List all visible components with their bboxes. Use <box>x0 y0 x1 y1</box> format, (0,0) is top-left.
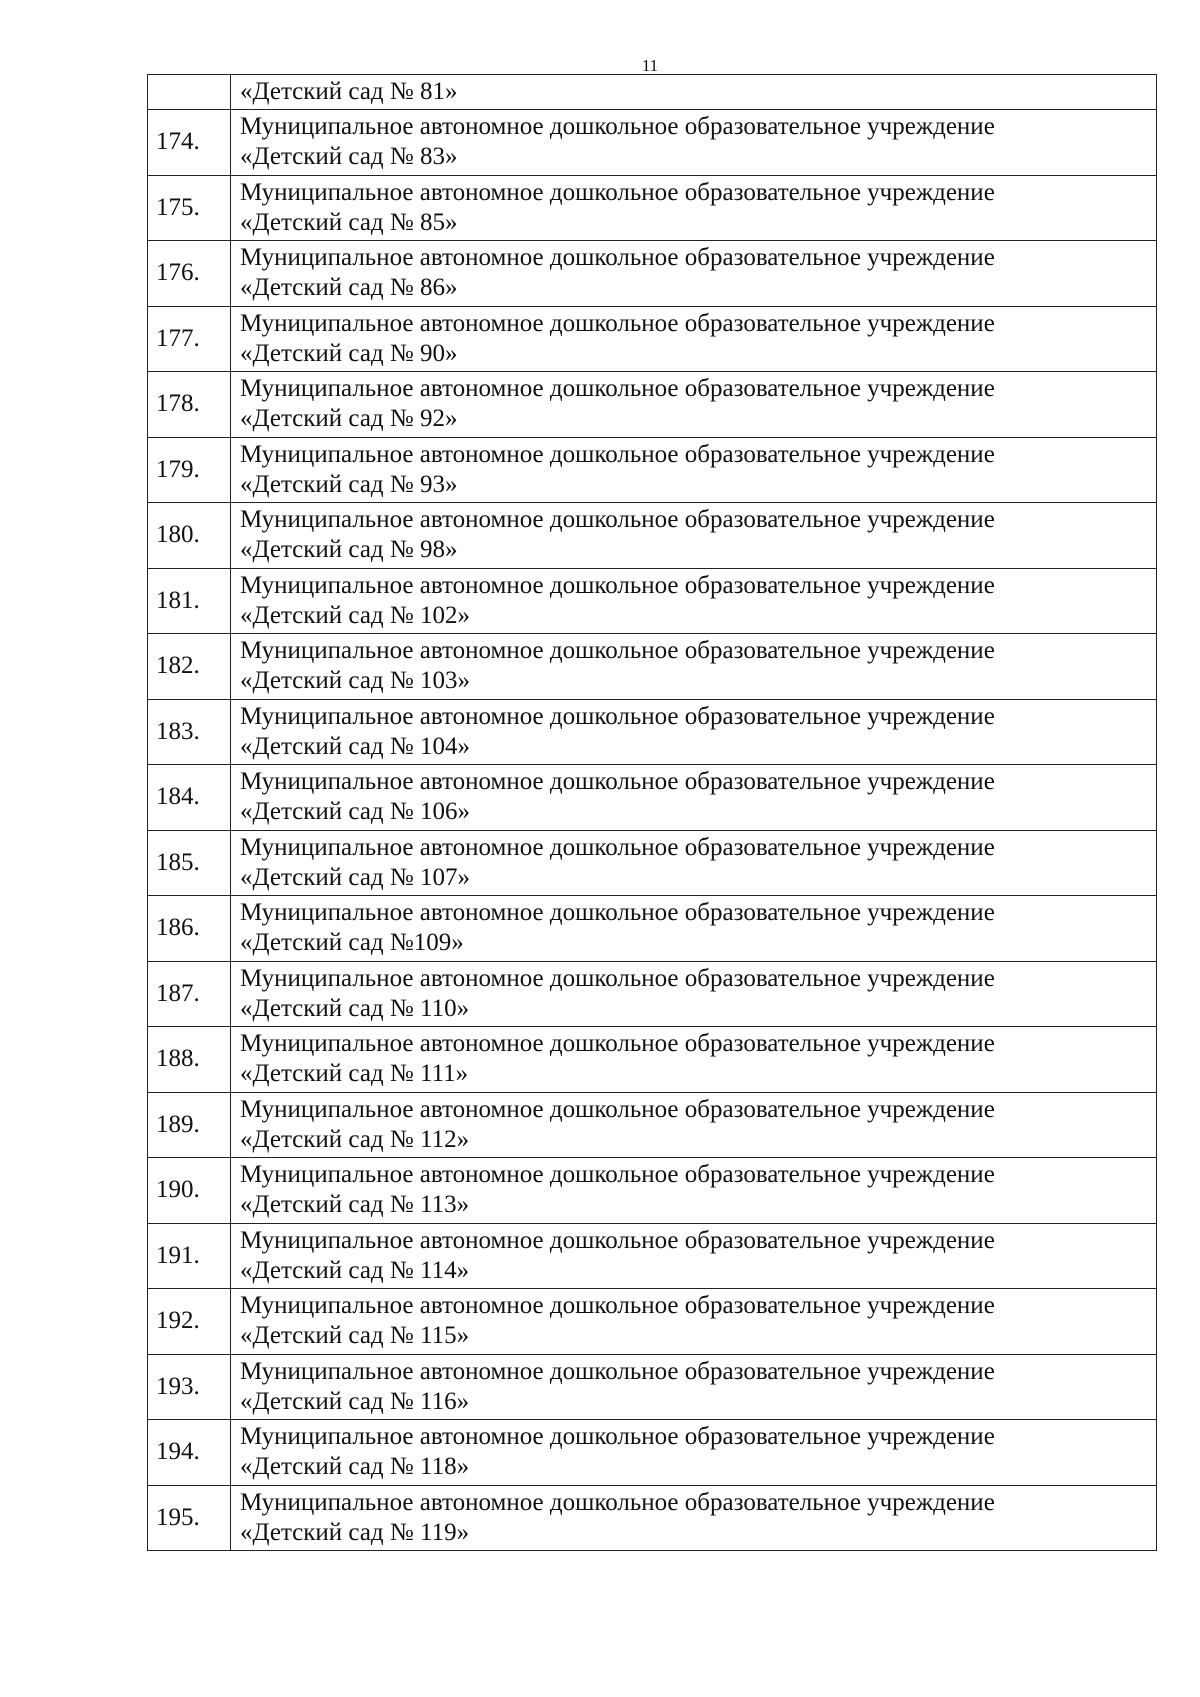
row-number-cell: 175. <box>148 175 231 241</box>
row-name-cell <box>231 503 1157 569</box>
row-name-cell <box>231 241 1157 307</box>
row-name-cell <box>231 1223 1157 1289</box>
row-name-line-1: Муниципальное автономное дошкольное образовательное учреждение <box>240 1226 995 1254</box>
row-name-cell <box>231 765 1157 831</box>
table-row <box>148 1223 1157 1289</box>
row-name-cell <box>231 110 1157 176</box>
table-row <box>148 765 1157 831</box>
row-name-line-1: Муниципальное автономное дошкольное образовательное учреждение <box>240 1423 995 1451</box>
row-number-cell: 186. <box>148 896 231 962</box>
row-name-cell <box>231 1420 1157 1486</box>
row-name-line-2: «Детский сад № 113» <box>240 1191 470 1219</box>
row-name-line-1: Муниципальное автономное дошкольное образовательное учреждение <box>240 571 995 599</box>
row-name-line-1: Муниципальное автономное дошкольное образовательное учреждение <box>240 375 995 403</box>
row-name-line-2: «Детский сад № 85» <box>240 208 458 236</box>
row-name-cell <box>231 830 1157 896</box>
row-name-line-1: Муниципальное автономное дошкольное образовательное учреждение <box>240 899 995 927</box>
row-name-cell <box>231 961 1157 1027</box>
row-name-line-2: «Детский сад № 102» <box>240 601 471 629</box>
row-number-cell: 185. <box>148 830 231 896</box>
row-name-line-1: Муниципальное автономное дошкольное образовательное учреждение <box>240 1357 995 1385</box>
row-number-cell: 178. <box>148 372 231 438</box>
table-row <box>148 634 1157 700</box>
row-number-cell: 174. <box>148 110 231 176</box>
row-name-line-2: «Детский сад № 81» <box>240 78 458 105</box>
table-row <box>148 503 1157 569</box>
table-row <box>148 1289 1157 1355</box>
row-name-line-2: «Детский сад № 93» <box>240 470 458 498</box>
table-row <box>148 372 1157 438</box>
table-row <box>148 896 1157 962</box>
row-name-line-2: «Детский сад № 104» <box>240 732 471 760</box>
row-name-cell <box>231 306 1157 372</box>
row-number-cell: 194. <box>148 1420 231 1486</box>
row-name-line-1: Муниципальное автономное дошкольное образовательное учреждение <box>240 1161 995 1189</box>
row-number-cell: 187. <box>148 961 231 1027</box>
table-row <box>148 241 1157 307</box>
row-name-line-1: Муниципальное автономное дошкольное образовательное учреждение <box>240 833 995 861</box>
row-name-line-1: Муниципальное автономное дошкольное образовательное учреждение <box>240 1030 995 1058</box>
row-name-cell <box>231 372 1157 438</box>
table-row <box>148 1420 1157 1486</box>
row-name-line-1: Муниципальное автономное дошкольное образовательное учреждение <box>240 1488 995 1516</box>
table-row <box>148 699 1157 765</box>
row-name-line-2: «Детский сад № 92» <box>240 405 458 433</box>
row-number-cell: 176. <box>148 241 231 307</box>
table-row <box>148 830 1157 896</box>
row-name-cell <box>231 1289 1157 1355</box>
table-row <box>148 437 1157 503</box>
row-name-line-1: Муниципальное автономное дошкольное образовательное учреждение <box>240 637 995 665</box>
row-name-line-1: Муниципальное автономное дошкольное образовательное учреждение <box>240 1095 995 1123</box>
row-number-cell <box>148 75 231 110</box>
table-row <box>148 1354 1157 1420</box>
row-number-cell: 183. <box>148 699 231 765</box>
row-number-cell: 191. <box>148 1223 231 1289</box>
row-name-line-2: «Детский сад № 115» <box>240 1322 470 1350</box>
row-name-line-2: «Детский сад № 119» <box>240 1518 470 1546</box>
row-number-cell: 182. <box>148 634 231 700</box>
row-name-line-2: «Детский сад №109» <box>240 929 464 957</box>
table-row <box>148 1485 1157 1551</box>
row-name-cell <box>231 896 1157 962</box>
row-name-cell <box>231 634 1157 700</box>
row-name-line-1: Муниципальное автономное дошкольное образовательное учреждение <box>240 768 995 796</box>
row-name-line-2: «Детский сад № 103» <box>240 667 471 695</box>
row-name-line-2: «Детский сад № 106» <box>240 798 471 826</box>
table-row-continuation <box>148 75 1157 110</box>
row-name-line-2: «Детский сад № 86» <box>240 274 458 302</box>
row-name-line-2: «Детский сад № 111» <box>240 1060 469 1088</box>
table-row <box>148 110 1157 176</box>
row-name-cell <box>231 437 1157 503</box>
row-number-cell: 193. <box>148 1354 231 1420</box>
row-name-line-2: «Детский сад № 83» <box>240 143 458 171</box>
table-row <box>148 175 1157 241</box>
row-number-cell: 189. <box>148 1092 231 1158</box>
table-row <box>148 306 1157 372</box>
row-name-line-2: «Детский сад № 114» <box>240 1256 470 1284</box>
table-row <box>148 1158 1157 1224</box>
row-number-cell: 181. <box>148 568 231 634</box>
row-name-line-2: «Детский сад № 118» <box>240 1453 470 1481</box>
row-number-cell: 180. <box>148 503 231 569</box>
table-row <box>148 1092 1157 1158</box>
row-name-cell <box>231 1354 1157 1420</box>
row-name-line-1: Муниципальное автономное дошкольное образовательное учреждение <box>240 178 995 206</box>
row-number-cell: 177. <box>148 306 231 372</box>
row-number-cell: 192. <box>148 1289 231 1355</box>
row-name-line-2: «Детский сад № 112» <box>240 1125 470 1153</box>
row-name-line-1: Муниципальное автономное дошкольное образовательное учреждение <box>240 1292 995 1320</box>
row-name-line-1: Муниципальное автономное дошкольное образовательное учреждение <box>240 113 995 141</box>
row-number-cell: 188. <box>148 1027 231 1093</box>
row-name-line-2: «Детский сад № 110» <box>240 994 470 1022</box>
row-name-line-1: Муниципальное автономное дошкольное образовательное учреждение <box>240 506 995 534</box>
table-row <box>148 961 1157 1027</box>
row-name-cell <box>231 75 1157 110</box>
table-body <box>148 75 1157 1551</box>
page-number: 11 <box>641 56 659 75</box>
row-name-line-1: Муниципальное автономное дошкольное образовательное учреждение <box>240 964 995 992</box>
row-number-cell: 190. <box>148 1158 231 1224</box>
row-name-line-2: «Детский сад № 116» <box>240 1387 470 1415</box>
institutions-table <box>147 74 1157 1551</box>
row-name-line-2: «Детский сад № 98» <box>240 536 458 564</box>
table-row <box>148 1027 1157 1093</box>
row-name-cell <box>231 1158 1157 1224</box>
row-name-line-1: Муниципальное автономное дошкольное образовательное учреждение <box>240 244 995 272</box>
row-number-cell: 184. <box>148 765 231 831</box>
row-number-cell: 195. <box>148 1485 231 1551</box>
row-name-line-2: «Детский сад № 90» <box>240 339 458 367</box>
row-name-cell <box>231 568 1157 634</box>
table-row <box>148 568 1157 634</box>
row-name-line-1: Муниципальное автономное дошкольное образовательное учреждение <box>240 309 995 337</box>
row-name-cell <box>231 175 1157 241</box>
row-name-line-1: Муниципальное автономное дошкольное образовательное учреждение <box>240 440 995 468</box>
row-name-cell <box>231 1092 1157 1158</box>
row-name-cell <box>231 1027 1157 1093</box>
row-name-line-1: Муниципальное автономное дошкольное образовательное учреждение <box>240 702 995 730</box>
row-name-line-2: «Детский сад № 107» <box>240 863 471 891</box>
row-name-cell <box>231 699 1157 765</box>
row-number-cell: 179. <box>148 437 231 503</box>
row-name-cell <box>231 1485 1157 1551</box>
